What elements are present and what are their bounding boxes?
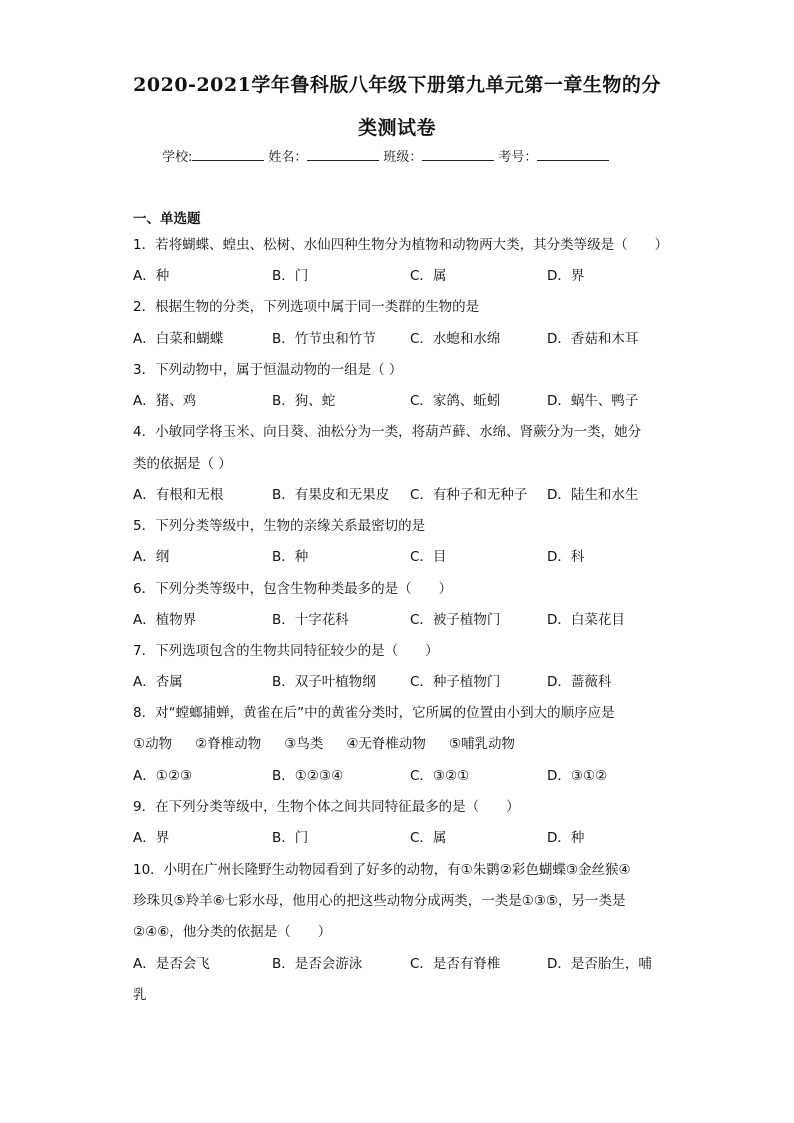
question-1-options <box>133 264 693 284</box>
option-a[interactable]: A．界 <box>133 830 170 846</box>
question-3-stem: 3．下列动物中，属于恒温动物的一组是（ ） <box>133 362 403 378</box>
option-b[interactable]: B．有果皮和无果皮 <box>272 487 390 503</box>
option-c[interactable]: C．被子植物门 <box>410 612 501 628</box>
option-b[interactable]: B．双子叶植物纲 <box>272 674 376 690</box>
number-label: 考号： <box>498 150 538 165</box>
question-4-stem-line-1: 4．小敏同学将玉米、向日葵、油松分为一类，将葫芦藓、水绵、肾蕨分为一类，她分 <box>133 424 642 440</box>
option-d[interactable]: D．白菜花目 <box>547 612 625 628</box>
question-6-options <box>133 608 693 628</box>
item: ①动物 <box>133 736 173 752</box>
question-4-stem-line-2: 类的依据是（ ） <box>133 456 232 472</box>
option-b[interactable]: B．狗、蛇 <box>272 393 336 409</box>
question-5-options <box>133 545 693 565</box>
question-7-stem: 7．下列选项包含的生物共同特征较少的是（ ） <box>133 643 439 659</box>
option-c[interactable]: C．是否有脊椎 <box>410 956 501 972</box>
option-c[interactable]: C．属 <box>410 268 447 284</box>
name-blank[interactable] <box>307 148 379 161</box>
exam-title-line-2: 类测试卷 <box>357 117 436 139</box>
question-9-options <box>133 826 693 846</box>
item: ②脊椎动物 <box>195 736 262 752</box>
option-c[interactable]: C．属 <box>410 830 447 846</box>
question-2-stem: 2．根据生物的分类，下列选项中属于同一类群的生物的是 <box>133 299 480 315</box>
school-blank[interactable] <box>192 148 264 161</box>
number-blank[interactable] <box>537 148 609 161</box>
question-6-stem: 6．下列分类等级中，包含生物种类最多的是（ ） <box>133 581 453 597</box>
item: ⑤哺乳动物 <box>448 736 516 752</box>
option-d[interactable]: D．界 <box>547 268 585 284</box>
question-10-options <box>133 952 693 972</box>
name-label: 姓名： <box>268 150 308 165</box>
option-d[interactable]: D．蜗牛、鸭子 <box>547 393 639 409</box>
option-c[interactable]: C．种子植物门 <box>410 674 501 690</box>
item: ③鸟类 <box>284 736 324 752</box>
option-a[interactable]: A．植物界 <box>133 612 197 628</box>
option-b[interactable]: B．种 <box>272 549 309 565</box>
option-d[interactable]: D．蔷薇科 <box>547 674 612 690</box>
option-d[interactable]: D．③①② <box>547 768 608 784</box>
school-label: 学校: <box>162 150 193 165</box>
exam-title-line-1: 2020-2021学年鲁科版八年级下册第九单元第一章生物的分 <box>133 74 661 96</box>
student-info-line <box>162 146 613 165</box>
question-8-items <box>133 732 538 752</box>
question-8-stem: 8．对“螳螂捕蝉，黄雀在后”中的黄雀分类时，它所属的位置由小到大的顺序应是 <box>133 705 615 721</box>
option-a[interactable]: A．种 <box>133 268 170 284</box>
question-2-options <box>133 327 693 347</box>
question-7-options <box>133 670 693 690</box>
option-c[interactable]: C．家鸽、蚯蚓 <box>410 393 501 409</box>
item: ④无脊椎动物 <box>346 736 426 752</box>
question-10-stem-line-2: 珍珠贝⑤羚羊⑥七彩水母，他用心的把这些动物分成两类，一类是①③⑤，另一类是 <box>133 893 626 909</box>
option-b[interactable]: B．竹节虫和竹节 <box>272 331 376 347</box>
option-b[interactable]: B．十字花科 <box>272 612 349 628</box>
option-a[interactable]: A．是否会飞 <box>133 956 210 972</box>
question-4-options <box>133 483 693 503</box>
option-a[interactable]: A．杏属 <box>133 674 183 690</box>
option-b[interactable]: B．是否会游泳 <box>272 956 363 972</box>
question-10-stem-line-3: ②④⑥，他分类的依据是（ ） <box>133 924 332 940</box>
option-c[interactable]: C．目 <box>410 549 447 565</box>
option-a[interactable]: A．有根和无根 <box>133 487 224 503</box>
option-c[interactable]: C．有种子和无种子 <box>410 487 528 503</box>
option-d[interactable]: D．种 <box>547 830 585 846</box>
question-5-stem: 5．下列分类等级中，生物的亲缘关系最密切的是 <box>133 518 426 534</box>
option-b[interactable]: B．门 <box>272 830 309 846</box>
question-9-stem: 9．在下列分类等级中，生物个体之间共同特征最多的是（ ） <box>133 799 520 815</box>
option-d[interactable]: D．香菇和木耳 <box>547 331 639 347</box>
question-1-stem: 1．若将蝴蝶、蝗虫、松树、水仙四种生物分为植物和动物两大类，其分类等级是（ ） <box>133 237 669 253</box>
option-c[interactable]: C．水螅和水绵 <box>410 331 501 347</box>
section-title: 一、单选题 <box>133 211 201 227</box>
option-a[interactable]: A．①②③ <box>133 768 193 784</box>
class-blank[interactable] <box>422 148 494 161</box>
option-a[interactable]: A．白菜和蝴蝶 <box>133 331 224 347</box>
question-8-options <box>133 764 693 784</box>
option-b[interactable]: B．门 <box>272 268 309 284</box>
question-10-stem-line-1: 10．小明在广州长隆野生动物园看到了好多的动物，有①朱鹮②彩色蝴蝶③金丝猴④ <box>133 862 631 878</box>
option-d[interactable]: D．是否胎生，哺 <box>547 956 652 972</box>
option-a[interactable]: A．纲 <box>133 549 170 565</box>
option-b[interactable]: B．①②③④ <box>272 768 344 784</box>
question-10-option-d-continuation: 乳 <box>133 987 147 1003</box>
class-label: 班级： <box>383 150 423 165</box>
option-d[interactable]: D．陆生和水生 <box>547 487 639 503</box>
option-c[interactable]: C．③②① <box>410 768 470 784</box>
option-d[interactable]: D．科 <box>547 549 585 565</box>
option-a[interactable]: A．猪、鸡 <box>133 393 197 409</box>
question-3-options <box>133 389 693 409</box>
